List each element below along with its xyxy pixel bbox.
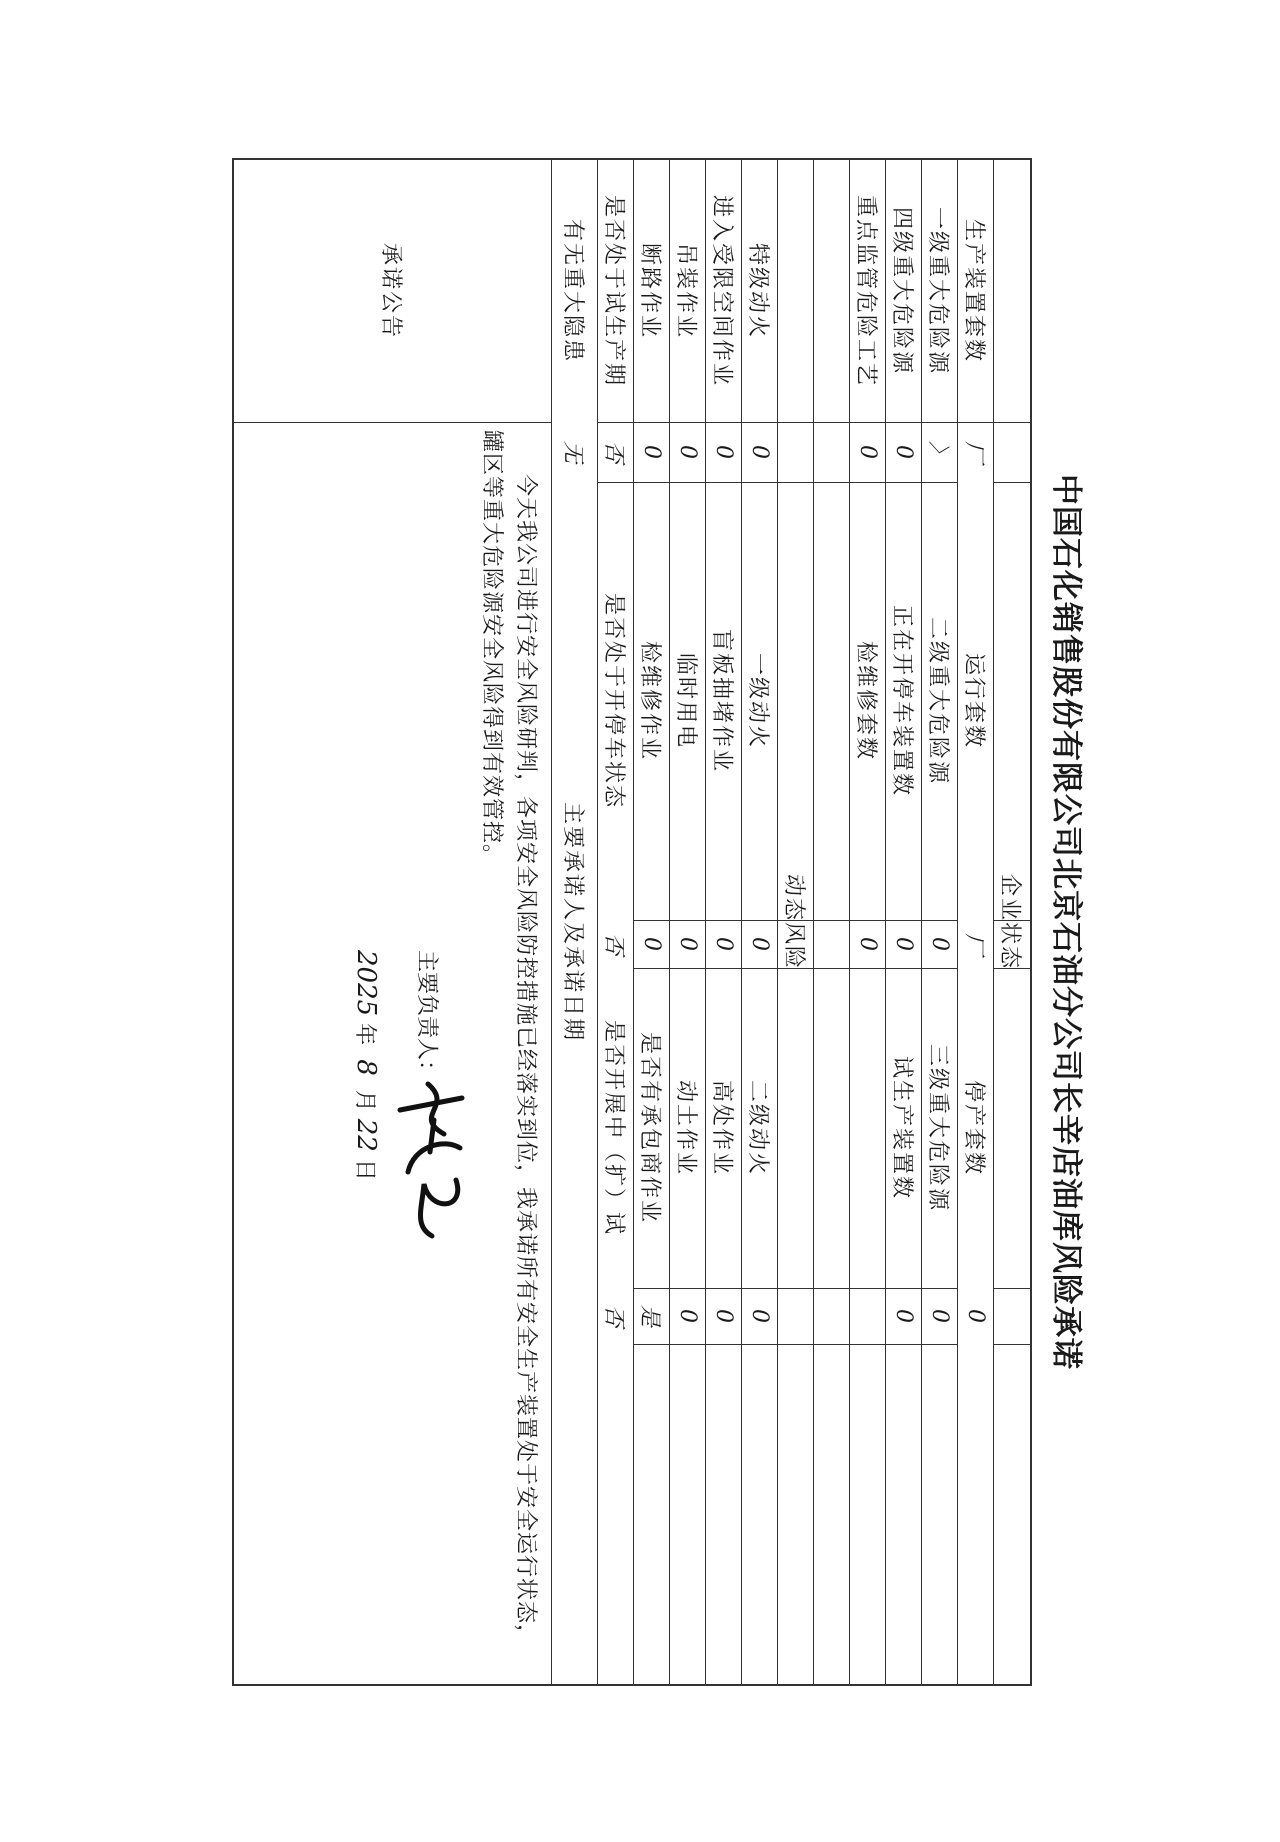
risk-label: 断路作业 — [637, 242, 663, 339]
signer-label: 主要负责人： — [414, 950, 439, 1083]
risk-value: 0 — [711, 937, 737, 951]
enterprise-status-header: 企业状态 — [997, 873, 1023, 970]
status-value: 〉 — [925, 440, 951, 463]
risk-label: 是否有承包商作业 — [637, 1031, 663, 1224]
commitment-date — [351, 950, 382, 1181]
risk-value: 0 — [675, 1309, 701, 1323]
risk-value: 0 — [675, 445, 701, 459]
risk-value: 0 — [675, 937, 701, 951]
date-year-unit: 年 — [352, 1023, 377, 1046]
risk-value: 0 — [747, 445, 773, 459]
risk-label: 进入受限空间作业 — [709, 194, 735, 387]
status-label: 试生产装置数 — [889, 1055, 915, 1200]
status-value: 0 — [891, 937, 917, 951]
date-year: 2025 — [351, 950, 381, 1017]
risk-label: 是否开展中（扩）试 — [601, 1019, 627, 1236]
status-label: 生产装置套数 — [961, 218, 987, 363]
risk-value: 是 — [637, 1304, 663, 1327]
status-value: 0 — [855, 445, 881, 459]
status-value: 0 — [927, 937, 953, 951]
risk-value: 无 — [560, 440, 586, 463]
commitment-label: 承诺公告 — [378, 242, 404, 339]
status-value: 厂 — [961, 440, 987, 463]
risk-value: 0 — [747, 937, 773, 951]
risk-value: 0 — [711, 445, 737, 459]
status-label: 三级重大危险源 — [925, 1043, 951, 1212]
risk-label: 一级动火 — [745, 652, 771, 749]
status-value: 0 — [855, 937, 881, 951]
risk-label: 是否处于开停车状态 — [601, 592, 627, 809]
risk-label: 有无重大隐患 — [560, 218, 586, 363]
risk-value: 0 — [639, 445, 665, 459]
status-value: 0 — [963, 1309, 989, 1323]
risk-value: 否 — [601, 1304, 627, 1327]
status-label: 重点监管危险工艺 — [853, 194, 879, 387]
risk-commitment-table — [232, 158, 1032, 1686]
risk-label: 高处作业 — [709, 1079, 735, 1176]
document-title: 中国石化销售股份有限公司北京石油分公司长辛店油库风险承诺 — [1048, 474, 1084, 1370]
risk-value: 0 — [711, 1309, 737, 1323]
rotated-document-sheet — [232, 158, 1112, 1686]
risk-label: 特级动火 — [745, 242, 771, 339]
risk-label: 是否处于试生产期 — [601, 194, 627, 387]
risk-value: 否 — [601, 932, 627, 955]
risk-label: 临时用电 — [673, 652, 699, 749]
date-day-unit: 日 — [352, 1158, 377, 1181]
risk-value: 否 — [601, 440, 627, 463]
date-day: 22 — [351, 1118, 381, 1152]
status-label: 二级重大危险源 — [925, 616, 951, 785]
risk-value: 0 — [639, 937, 665, 951]
status-value: 0 — [927, 1309, 953, 1323]
risk-label: 检维修作业 — [637, 640, 663, 761]
risk-label: 吊装作业 — [673, 242, 699, 339]
status-label: 检维修套数 — [853, 640, 879, 761]
status-value: 0 — [891, 1309, 917, 1323]
status-label: 运行套数 — [961, 652, 987, 749]
status-value: 0 — [891, 445, 917, 459]
signer-line — [413, 950, 444, 1082]
status-label: 一级重大危险源 — [925, 206, 951, 375]
status-label: 正在开停车装置数 — [889, 604, 915, 797]
risk-label: 动土作业 — [673, 1079, 699, 1176]
status-label: 四级重大危险源 — [889, 206, 915, 375]
status-value: 厂 — [961, 932, 987, 955]
commitment-header: 主要承诺人及承诺日期 — [560, 801, 586, 1042]
date-month-unit: 月 — [352, 1089, 377, 1112]
status-label: 停产套数 — [961, 1079, 987, 1176]
handwritten-signature — [394, 1076, 474, 1246]
risk-label: 盲板抽堵作业 — [709, 628, 735, 773]
dynamic-risk-header: 动态风险 — [781, 873, 807, 970]
date-month: 8 — [351, 1059, 381, 1076]
risk-value: 0 — [747, 1309, 773, 1323]
risk-label: 二级动火 — [745, 1079, 771, 1176]
commitment-text: 今天我公司进行安全风险研判，各项安全风险防控措施已经落实到位，我承诺所有安全生产装置处于安全运行状态，罐区等重大危险源安全风险得到有效管控。 — [479, 430, 538, 1648]
